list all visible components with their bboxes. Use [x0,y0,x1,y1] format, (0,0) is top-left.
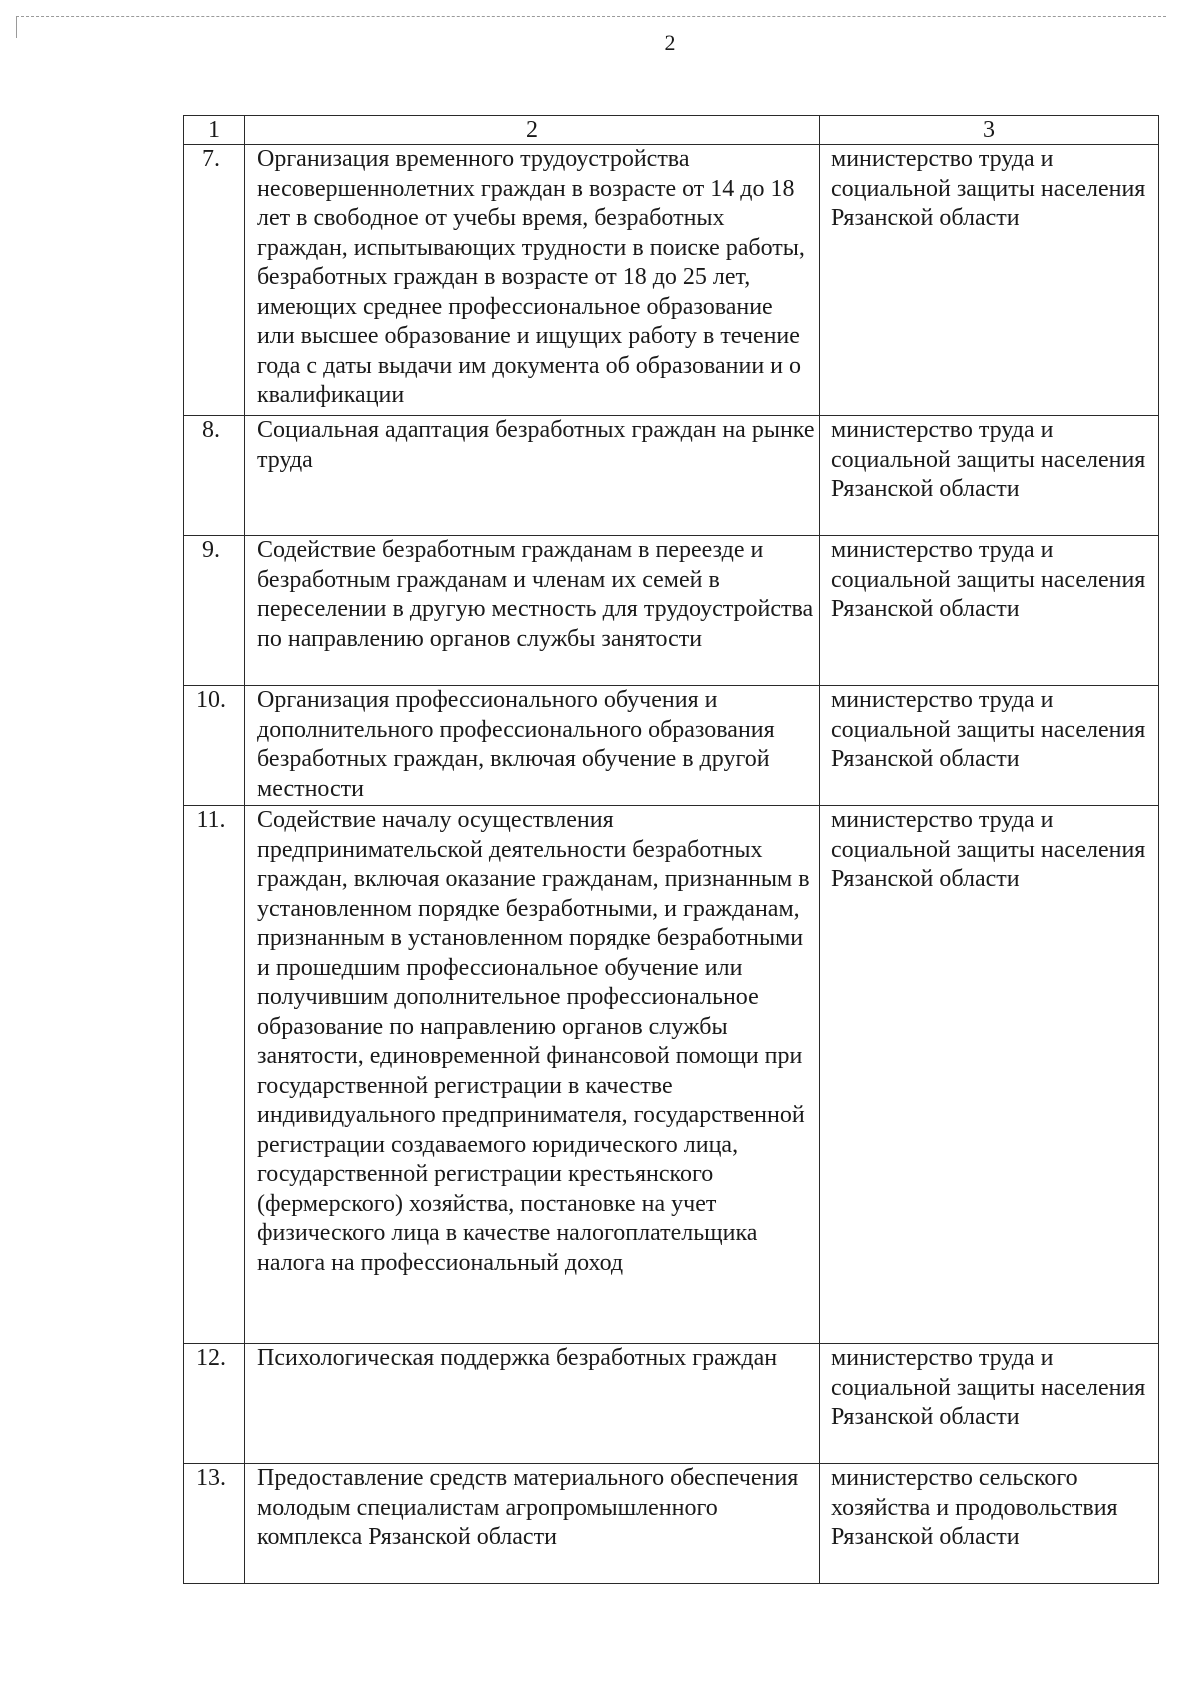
service-name: Социальная адаптация безработных граждан на рынке труда [245,416,820,536]
table-row [184,536,1159,686]
table-header-row [184,116,1159,145]
service-name: Организация временного трудоустройства несовершеннолетних граждан в возрасте от 14 до 18 лет в свободное от учебы время, безработных граждан, испытывающих трудности в поиске работы, безработных граждан в возрасте от 18 до 25 лет, имеющих среднее профессиональное образование или высшее образование и ищущих работу в течение года с даты выдачи им документа об образовании и о квалификации [245,145,820,416]
service-name: Содействие началу осуществления предпринимательской деятельности безработных граждан, включая оказание гражданам, признанным в установленном порядке безработными, и гражданам, признанным в установленном порядке безработными и прошедшим профессиональное обучение или получившим дополнительное профессиональное образование по направлению органов службы занятости, единовременной финансовой помощи при государственной регистрации в качестве индивидуального предпринимателя, государственной регистрации создаваемого юридического лица, государственной регистрации крестьянского (фермерского) хозяйства, постановке на учет физического лица в качестве налогоплательщика налога на профессиональный доход [245,806,820,1344]
row-number: 8. [184,416,245,536]
row-number: 7. [184,145,245,416]
responsible-authority: министерство труда и социальной защиты населения Рязанской области [820,1344,1159,1464]
header-col-1: 1 [184,116,245,145]
table-row [184,686,1159,806]
row-number: 9. [184,536,245,686]
table-row [184,145,1159,416]
table-row [184,1464,1159,1584]
row-number: 11. [184,806,245,1344]
responsible-authority: министерство труда и социальной защиты населения Рязанской области [820,686,1159,806]
responsible-authority: министерство труда и социальной защиты населения Рязанской области [820,536,1159,686]
scan-border-top [16,16,1166,17]
service-name: Предоставление средств материального обеспечения молодым специалистам агропромышленного комплекса Рязанской области [245,1464,820,1584]
service-name: Организация профессионального обучения и дополнительного профессионального образования безработных граждан, включая обучение в другой местности [245,686,820,806]
row-number: 13. [184,1464,245,1584]
table-row [184,1344,1159,1464]
table-row [184,806,1159,1344]
header-col-3: 3 [820,116,1159,145]
responsible-authority: министерство труда и социальной защиты населения Рязанской области [820,806,1159,1344]
responsible-authority: министерство труда и социальной защиты населения Рязанской области [820,145,1159,416]
service-name: Психологическая поддержка безработных граждан [245,1344,820,1464]
responsible-authority: министерство сельского хозяйства и продовольствия Рязанской области [820,1464,1159,1584]
row-number: 10. [184,686,245,806]
services-table [183,115,1159,1584]
table-row [184,416,1159,536]
page-number: 2 [664,30,676,55]
service-name: Содействие безработным гражданам в переезде и безработным гражданам и членам их семей в переселении в другую местность для трудоустройства по направлению органов службы занятости [245,536,820,686]
responsible-authority: министерство труда и социальной защиты населения Рязанской области [820,416,1159,536]
header-col-2: 2 [245,116,820,145]
row-number: 12. [184,1344,245,1464]
